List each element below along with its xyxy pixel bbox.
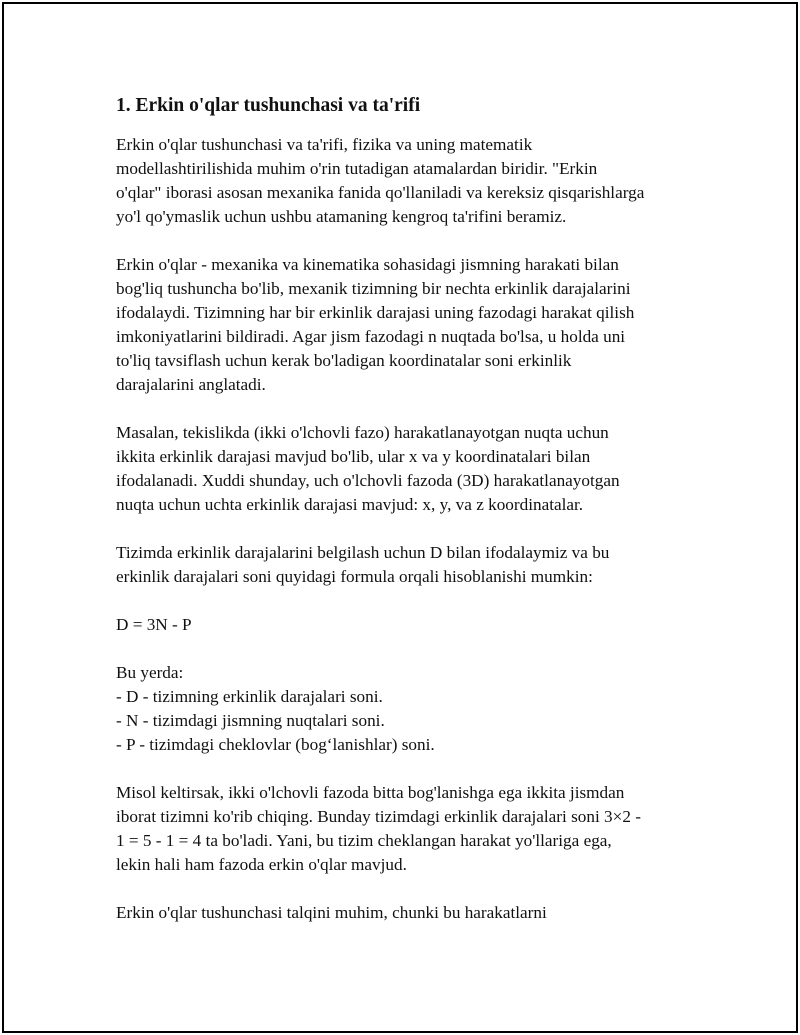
text-line: nuqta uchun uchta erkinlik darajasi mavjud: x, y, va z koordinatalar. [116, 495, 584, 514]
paragraph [116, 613, 706, 637]
text-line: Masalan, tekislikda (ikki o'lchovli fazo) harakatlanayotgan nuqta uchun [116, 423, 609, 442]
text-line: - D - tizimning erkinlik darajalari soni. [116, 687, 383, 706]
text-line: Erkin o'qlar tushunchasi talqini muhim, chunki bu harakatlarni [116, 903, 547, 922]
text-line: - P - tizimdagi cheklovlar (bog‘lanishlar) soni. [116, 735, 435, 754]
document-body [116, 93, 706, 949]
text-line: iborat tizimni ko'rib chiqing. Bunday tizimdagi erkinlik darajalari soni 3×2 - [116, 807, 641, 826]
text-line: bog'liq tushuncha bo'lib, mexanik tizimning bir nechta erkinlik darajalarini [116, 279, 631, 298]
text-line: Misol keltirsak, ikki o'lchovli fazoda bitta bog'lanishga ega ikkita jismdan [116, 783, 625, 802]
paragraph [116, 781, 706, 877]
paragraph [116, 901, 706, 925]
text-line: ifodalanadi. Xuddi shunday, uch o'lchovli fazoda (3D) harakatlanayotgan [116, 471, 620, 490]
paragraph [116, 661, 706, 757]
text-line: D = 3N - P [116, 615, 192, 634]
text-line: to'liq tavsiflash uchun kerak bo'ladigan koordinatalar soni erkinlik [116, 351, 572, 370]
text-line: ifodalaydi. Tizimning har bir erkinlik darajasi uning fazodagi harakat qilish [116, 303, 635, 322]
text-line: - N - tizimdagi jismning nuqtalari soni. [116, 711, 385, 730]
paragraph [116, 421, 706, 517]
paragraphs-container [116, 133, 706, 925]
text-line: Bu yerda: [116, 663, 184, 682]
text-line: imkoniyatlarini bildiradi. Agar jism fazodagi n nuqtada bo'lsa, u holda uni [116, 327, 626, 346]
text-line: Erkin o'qlar - mexanika va kinematika sohasidagi jismning harakati bilan [116, 255, 619, 274]
paragraph [116, 253, 706, 397]
paragraph [116, 133, 706, 229]
text-line: o'qlar" iborasi asosan mexanika fanida qo'llaniladi va kereksiz qisqarishlarga [116, 183, 645, 202]
text-line: Tizimda erkinlik darajalarini belgilash uchun D bilan ifodalaymiz va bu [116, 543, 610, 562]
text-line: 1 = 5 - 1 = 4 ta bo'ladi. Yani, bu tizim cheklangan harakat yo'llariga ega, [116, 831, 612, 850]
paragraph [116, 541, 706, 589]
text-line: modellashtirilishida muhim o'rin tutadigan atamalardan biridir. "Erkin [116, 159, 598, 178]
section-heading: 1. Erkin o'qlar tushunchasi va ta'rifi [116, 95, 421, 116]
text-line: darajalarini anglatadi. [116, 375, 266, 394]
text-line: yo'l qo'ymaslik uchun ushbu atamaning kengroq ta'rifini beramiz. [116, 207, 567, 226]
text-line: erkinlik darajalari soni quyidagi formula orqali hisoblanishi mumkin: [116, 567, 593, 586]
text-line: lekin hali ham fazoda erkin o'qlar mavjud. [116, 855, 407, 874]
text-line: Erkin o'qlar tushunchasi va ta'rifi, fizika va uning matematik [116, 135, 533, 154]
text-line: ikkita erkinlik darajasi mavjud bo'lib, ular x va y koordinatalari bilan [116, 447, 591, 466]
